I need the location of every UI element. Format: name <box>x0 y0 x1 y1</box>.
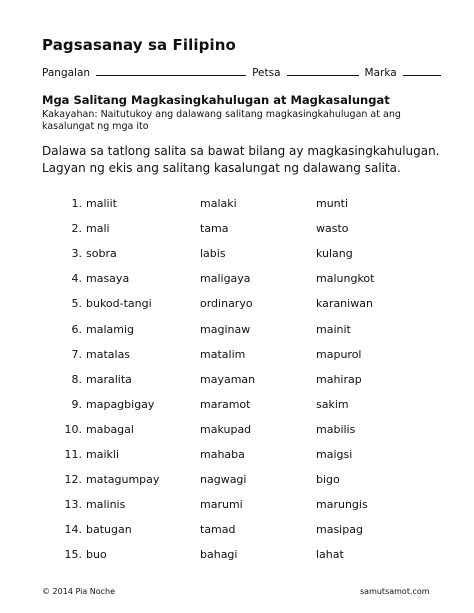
word-row <box>0 297 474 315</box>
word-choice[interactable]: mahirap <box>316 372 362 386</box>
word-row <box>0 473 474 491</box>
word-choice[interactable]: maliit <box>86 197 117 210</box>
item-number: 11. <box>64 448 82 461</box>
word-choice[interactable]: malamig <box>86 322 135 336</box>
word-choice[interactable]: buo <box>86 548 107 562</box>
word-choice[interactable]: marungis <box>316 498 368 512</box>
item-number: 9. <box>71 397 82 411</box>
item-number: 4. <box>71 272 82 286</box>
word-choice[interactable]: masipag <box>316 523 363 537</box>
word-choice[interactable]: mabilis <box>316 422 356 436</box>
word-choice[interactable]: maligaya <box>200 272 251 286</box>
word-choice[interactable]: matalas <box>86 347 131 361</box>
name-label: Pangalan <box>42 67 91 79</box>
word-choice[interactable]: tama <box>200 222 229 236</box>
word-row <box>0 247 474 265</box>
word-choice[interactable]: bahagi <box>200 548 238 562</box>
item-number: 6. <box>71 322 82 336</box>
word-choice[interactable]: mapagbigay <box>86 397 155 411</box>
item-number: 15. <box>64 548 82 562</box>
word-choice[interactable]: wasto <box>316 222 349 236</box>
word-choice[interactable]: bukod-tangi <box>86 297 152 311</box>
word-choice[interactable]: makupad <box>200 422 252 436</box>
lesson-objective: Kakayahan: Naitutukoy ang dalawang salitang magkasingkahulugan at ang kasalungat ng mga ito <box>42 109 401 132</box>
word-choice[interactable]: maikli <box>86 448 119 461</box>
word-row <box>0 348 474 366</box>
date-label: Petsa <box>252 67 281 79</box>
copyright-notice: © 2014 Pia Noche <box>42 587 116 596</box>
word-row <box>0 222 474 240</box>
item-number: 1. <box>71 197 82 210</box>
item-number: 14. <box>64 523 82 537</box>
word-row <box>0 272 474 290</box>
lesson-subtitle: Mga Salitang Magkasingkahulugan at Magkasalungat <box>42 93 390 107</box>
word-choice[interactable]: maramot <box>200 397 251 411</box>
item-number: 8. <box>71 372 82 386</box>
word-choice[interactable]: karaniwan <box>316 297 373 311</box>
word-choice[interactable]: malungkot <box>316 272 375 286</box>
site-name: samutsamot.com <box>360 587 430 596</box>
word-choice[interactable]: kulang <box>316 247 353 261</box>
item-number: 13. <box>64 498 82 512</box>
word-choice[interactable]: tamad <box>200 523 236 537</box>
word-choice[interactable]: maginaw <box>200 322 251 336</box>
word-row <box>0 548 474 566</box>
worksheet-title: Pagsasanay sa Filipino <box>42 36 236 54</box>
word-choice[interactable]: mainit <box>316 322 351 336</box>
word-choice[interactable]: mayaman <box>200 372 256 386</box>
word-row <box>0 373 474 391</box>
word-choice[interactable]: marumi <box>200 498 243 512</box>
word-choice[interactable]: mahaba <box>200 448 245 461</box>
word-choice[interactable]: munti <box>316 197 349 210</box>
word-row <box>0 448 474 466</box>
word-choice[interactable]: ordinaryo <box>200 297 253 311</box>
item-number: 2. <box>71 222 82 236</box>
word-row <box>0 423 474 441</box>
item-number: 7. <box>71 347 82 361</box>
word-row <box>0 523 474 541</box>
word-row <box>0 498 474 516</box>
word-row <box>0 398 474 416</box>
word-choice[interactable]: maralita <box>86 372 132 386</box>
word-choice[interactable]: malinis <box>86 498 126 512</box>
word-choice[interactable]: matalim <box>200 347 246 361</box>
word-choice[interactable]: labis <box>200 247 226 261</box>
word-choice[interactable]: mabagal <box>86 422 134 436</box>
item-number: 5. <box>71 297 82 311</box>
word-choice[interactable]: nagwagi <box>200 473 247 487</box>
word-choice[interactable]: sakim <box>316 397 349 411</box>
item-number: 10. <box>64 422 82 436</box>
word-row <box>0 197 474 215</box>
word-choice[interactable]: maigsi <box>316 448 353 461</box>
word-row <box>0 323 474 341</box>
word-choice[interactable]: matagumpay <box>86 473 160 487</box>
word-choice[interactable]: masaya <box>86 272 130 286</box>
item-number: 3. <box>71 247 82 261</box>
word-choice[interactable]: sobra <box>86 247 117 261</box>
word-choice[interactable]: lahat <box>316 548 344 562</box>
score-label: Marka <box>364 67 397 79</box>
word-choice[interactable]: batugan <box>86 523 132 537</box>
instructions: Dalawa sa tatlong salita sa bawat bilang ay magkasingkahulugan. Lagyan ng ekis ang salitang kasalungat ng dalawang salita. <box>42 144 440 175</box>
item-number: 12. <box>64 473 82 487</box>
word-choice[interactable]: mali <box>86 222 110 236</box>
word-choice[interactable]: malaki <box>200 197 237 210</box>
word-choice[interactable]: bigo <box>316 473 340 487</box>
word-choice[interactable]: mapurol <box>316 347 362 361</box>
